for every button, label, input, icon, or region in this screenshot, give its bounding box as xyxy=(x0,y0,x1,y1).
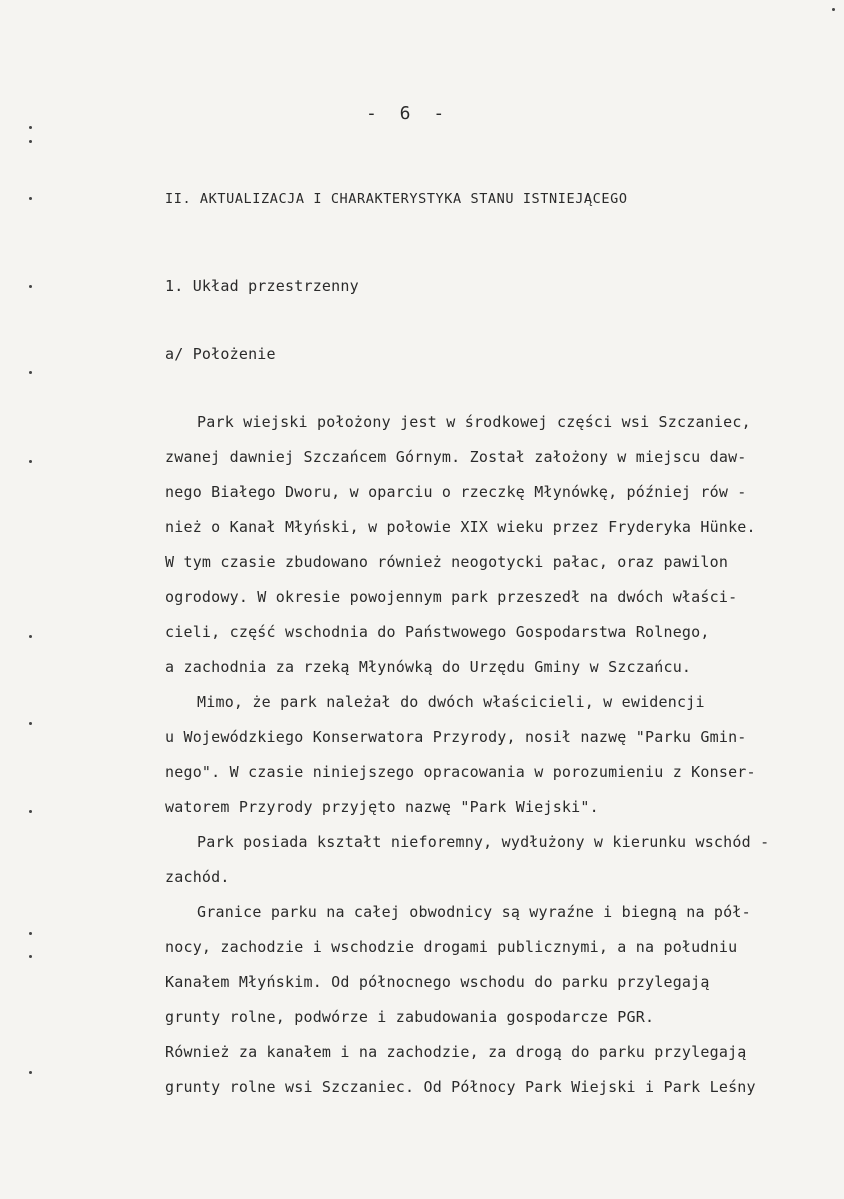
body-line: u Wojewódzkiego Konserwatora Przyrody, nosił nazwę "Parku Gmin- xyxy=(165,728,747,746)
body-line: a zachodnia za rzeką Młynówką do Urzędu Gminy w Szczańcu. xyxy=(165,658,692,676)
body-line: Również za kanałem i na zachodzie, za drogą do parku przylegają xyxy=(165,1043,747,1061)
margin-mark xyxy=(29,460,32,463)
body-line: grunty rolne wsi Szczaniec. Od Północy Park Wiejski i Park Leśny xyxy=(165,1078,756,1096)
body-line: watorem Przyrody przyjęto nazwę "Park Wiejski". xyxy=(165,798,599,816)
margin-mark xyxy=(29,126,32,129)
body-line: Park wiejski położony jest w środkowej części wsi Szczaniec, xyxy=(197,413,751,431)
body-line: nież o Kanał Młyński, w połowie XIX wieku przez Fryderyka Hünke. xyxy=(165,518,756,536)
subsection-title: a/ Położenie xyxy=(165,345,276,363)
body-line: ogrodowy. W okresie powojennym park przeszedł na dwóch właści- xyxy=(165,588,738,606)
margin-mark xyxy=(29,371,32,374)
body-line: W tym czasie zbudowano również neogotycki pałac, oraz pawilon xyxy=(165,553,729,571)
body-line: grunty rolne, podwórze i zabudowania gospodarcze PGR. xyxy=(165,1008,655,1026)
section-title: 1. Układ przestrzenny xyxy=(165,277,359,295)
page-number: - 6 - xyxy=(366,103,451,124)
body-line: cieli, część wschodnia do Państwowego Gospodarstwa Rolnego, xyxy=(165,623,710,641)
margin-mark xyxy=(29,722,32,725)
body-line: Kanałem Młyńskim. Od północnego wschodu do parku przylegają xyxy=(165,973,710,991)
margin-mark xyxy=(29,140,32,143)
body-line: nego". W czasie niniejszego opracowania w porozumieniu z Konser- xyxy=(165,763,756,781)
body-line: Park posiada kształt nieforemny, wydłużony w kierunku wschód - xyxy=(197,833,770,851)
margin-mark xyxy=(29,1071,32,1074)
body-line: zachód. xyxy=(165,868,230,886)
body-line: Granice parku na całej obwodnicy są wyraźne i biegną na pół- xyxy=(197,903,751,921)
body-line: nocy, zachodzie i wschodzie drogami publicznymi, a na południu xyxy=(165,938,738,956)
chapter-title: II. AKTUALIZACJA I CHARAKTERYSTYKA STANU ISTNIEJĄCEGO xyxy=(165,191,628,207)
margin-mark xyxy=(29,932,32,935)
body-line: zwanej dawniej Szczańcem Górnym. Został założony w miejscu daw- xyxy=(165,448,747,466)
margin-mark xyxy=(29,810,32,813)
margin-mark xyxy=(29,635,32,638)
margin-mark xyxy=(832,8,835,11)
body-line: nego Białego Dworu, w oparciu o rzeczkę Młynówkę, później rów - xyxy=(165,483,747,501)
margin-mark xyxy=(29,285,32,288)
body-line: Mimo, że park należał do dwóch właścicieli, w ewidencji xyxy=(197,693,705,711)
margin-mark xyxy=(29,197,32,200)
margin-mark xyxy=(29,955,32,958)
